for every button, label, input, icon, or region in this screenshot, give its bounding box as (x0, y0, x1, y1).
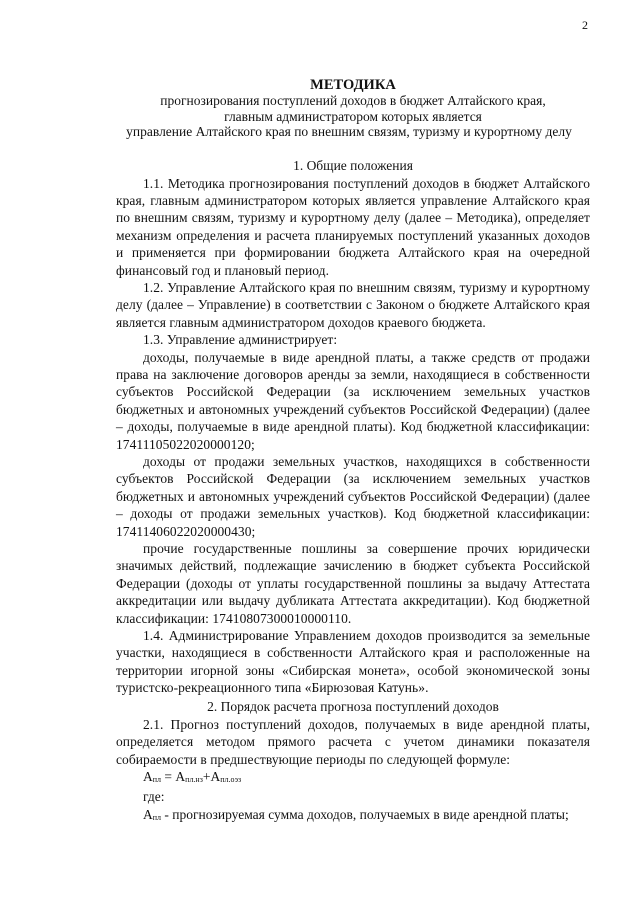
section-heading-general: 1. Общие положения (293, 157, 413, 173)
document-page (116, 77, 590, 826)
document-title: МЕТОДИКА (310, 77, 396, 93)
paragraph-1-3: 1.3. Управление администрирует: (143, 332, 338, 348)
subtitle-line: управление Алтайского края по внешним связям, туризму и курортному делу (126, 124, 572, 139)
formula-subscript: пл.оэз (220, 774, 242, 784)
definition-subscript: пл (152, 812, 162, 822)
definition-text: - прогнозируемая сумма доходов, получаемых в виде арендной платы; (161, 806, 569, 822)
subtitle-line: главным администратором которых является (224, 108, 482, 124)
subtitle-line: прогнозирования поступлений доходов в бюджет Алтайского края, (160, 93, 546, 108)
formula-plus: + (202, 768, 211, 784)
paragraph-rent-income: доходы, получаемые в виде арендной платы, а также средств от продажи права на заключение договоров аренды за земли, находящиеся в собственности субъектов Российской Федерации (за исключением земельных участков бюджетных и автономных учреждений субъектов Российской Федерации) (далее – доходы, получаемые в виде арендной платы). Код бюджетной классификации: 17411105022020000120; (116, 349, 590, 452)
formula-symbol: А (143, 768, 153, 784)
paragraph-1-2: 1.2. Управление Алтайского края по внешним связям, туризму и курортному делу (далее – Управление) в соответствии с Законом о бюджете Алтайского края является главным администратором доходов краевого бюджета. (116, 279, 590, 330)
where-label: где: (143, 789, 165, 805)
paragraph-1-1: 1.1. Методика прогнозирования поступлений доходов в бюджет Алтайского края, главным администратором которых является управление Алтайского края по внешним связям, туризму и курортному делу (далее – Методика), определяет механизм определения и расчета планируемых поступлений указанных доходов и применяется при формировании бюджета Алтайского края на очередной финансовый год и плановый период. (116, 175, 590, 278)
formula-symbol: А (210, 768, 221, 784)
formula-subscript: пл.нз (185, 774, 203, 784)
paragraph-land-sale-income: доходы от продажи земельных участков, находящихся в собственности субъектов Российской Федерации (за исключением земельных участков бюджетных и автономных учреждений субъектов Российской Федерации) (далее – доходы от продажи земельных участков). Код бюджетной классификации: 17411406022020000430; (116, 454, 590, 539)
paragraph-1-4: 1.4. Администрирование Управлением доходов производится за земельные участки, находящиеся в собственности Алтайского края и расположенные на территории игорной зоны «Сибирская монета», особой экономической зоны туристско-рекреационного типа «Бирюзовая Катунь». (116, 628, 590, 696)
definition-symbol: А (143, 806, 153, 822)
formula-equals: = (161, 768, 176, 784)
section-heading-calculation: 2. Порядок расчета прогноза поступлений доходов (207, 698, 499, 714)
paragraph-2-1: 2.1. Прогноз поступлений доходов, получаемых в виде арендной платы, определяется методом прямого расчета с учетом динамики показателя собираемости в предшествующие периоды по следующей формуле: (116, 716, 590, 767)
formula (116, 768, 590, 788)
paragraph-state-duties: прочие государственные пошлины за совершение прочих юридически значимых действий, подлежащие зачислению в бюджет субъекта Российской Федерации (доходы от уплаты государственной пошлины за выдачу Аттестата аккредитации или выдачу дубликата Аттестата аккредитации). Код бюджетной классификации: 17410807300010000110. (116, 541, 590, 626)
formula-symbol: А (175, 768, 186, 784)
page-number: 2 (582, 18, 588, 32)
definition-line (116, 806, 590, 826)
formula-subscript: пл (152, 774, 162, 784)
